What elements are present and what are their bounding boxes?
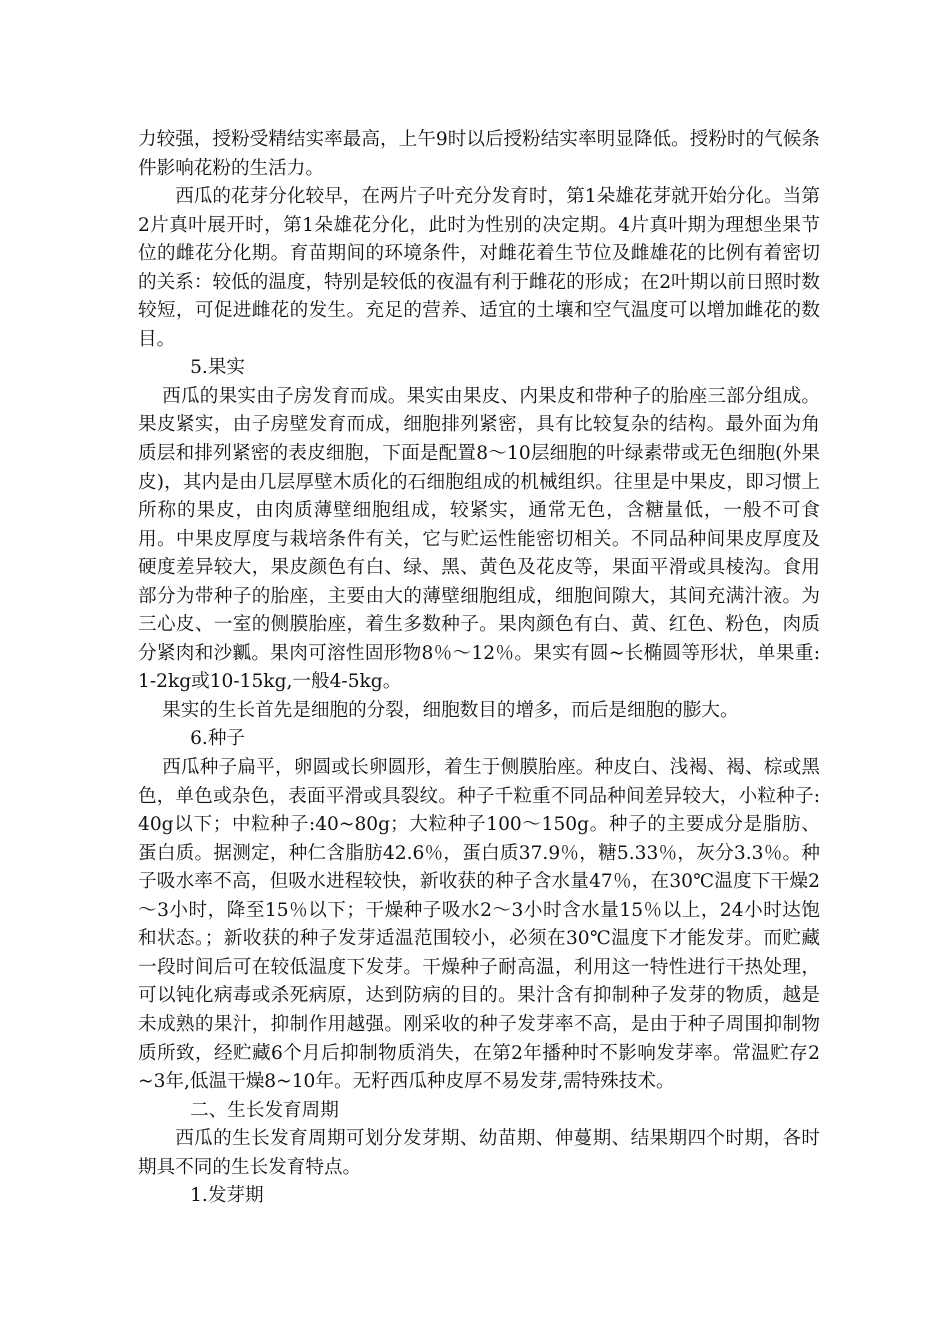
paragraph-fruit: 西瓜的果实由子房发育而成。果实由果皮、内果皮和带种子的胎座三部分组成。果皮紧实，由子房壁发育而成，细胞排列紧密，具有比较复杂的结构。最外面为角质层和排列紧密的表皮细胞，下面是配置8～10层细胞的叶绿素带或无色细胞(外果皮)，其内是由几层厚壁木质化的石细胞组成的机械组织。往里是中果皮，即习惯上所称的果皮，由肉质薄壁细胞组成，较紧实，通常无色，含糖量低，一般不可食用。中果皮厚度与栽培条件有关，它与贮运性能密切相关。不同品种间果皮厚度及硬度差异较大，果皮颜色有白、绿、黑、黄色及花皮等，果面平滑或具棱沟。食用部分为带种子的胎座，主要由大的薄壁细胞组成，细胞间隙大，其间充满汁液。为三心皮、一室的侧膜胎座，着生多数种子。果肉颜色有白、黄、红色、粉色，肉质分紧肉和沙瓤。果肉可溶性固形物8％～12％。果实有圆~长椭圆等形状，单果重:1-2kg或10-15kg,一般4-5kg。 [138, 385, 820, 693]
heading-fruit: 5.果实 [190, 357, 246, 379]
paragraph-pollination: 力较强，授粉受精结实率最高，上午9时以后授粉结实率明显降低。授粉时的气候条件影响花粉的生活力。 [138, 129, 820, 179]
paragraph-growth-cycle: 西瓜的生长发育周期可划分发芽期、幼苗期、伸蔓期、结果期四个时期，各时期具不同的生长发育特点。 [138, 1128, 820, 1178]
heading-germination: 1.发芽期 [190, 1185, 264, 1207]
paragraph-flower-bud: 西瓜的花芽分化较早，在两片子叶充分发育时，第1朵雄花芽就开始分化。当第2片真叶展开时，第1朵雄花分化，此时为性别的决定期。4片真叶期为理想坐果节位的雌花分化期。育苗期间的环境条件，对雌花着生节位及雌雄花的比例有着密切的关系：较低的温度，特别是较低的夜温有利于雌花的形成；在2叶期以前日照时数较短，可促进雌花的发生。充足的营养、适宜的土壤和空气温度可以增加雌花的数目。 [138, 186, 820, 350]
heading-seed: 6.种子 [190, 728, 246, 750]
heading-growth-cycle: 二、生长发育周期 [190, 1099, 339, 1121]
paragraph-fruit-growth: 果实的生长首先是细胞的分裂，细胞数目的增多，而后是细胞的膨大。 [162, 699, 739, 721]
document-page [138, 126, 820, 1211]
paragraph-seed: 西瓜种子扁平，卵圆或长卵圆形，着生于侧膜胎座。种皮白、浅褐、褐、棕或黑色，单色或杂色，表面平滑或具裂纹。种子千粒重不同品种间差异较大，小粒种子:40g以下；中粒种子:40~80g；大粒种子100～150g。种子的主要成分是脂肪、蛋白质。据测定，种仁含脂肪42.6％，蛋白质37.9％，糖5.33％，灰分3.3％。种子吸水率不高，但吸水进程较快，新收获的种子含水量47％，在30℃温度下干燥2～3小时，降至15％以下；干燥种子吸水2～3小时含水量15％以上，24小时达饱和状态。；新收获的种子发芽适温范围较小，必须在30℃温度下才能发芽。而贮藏一段时间后可在较低温度下发芽。干燥种子耐高温，利用这一特性进行干热处理，可以钝化病毒或杀死病原，达到防病的目的。果汁含有抑制种子发芽的物质，越是未成熟的果汁，抑制作用越强。刚采收的种子发芽率不高，是由于种子周围抑制物质所致，经贮藏6个月后抑制物质消失，在第2年播种时不影响发芽率。常温贮存2~3年,低温干燥8~10年。无籽西瓜种皮厚不易发芽,需特殊技术。 [138, 757, 820, 1093]
